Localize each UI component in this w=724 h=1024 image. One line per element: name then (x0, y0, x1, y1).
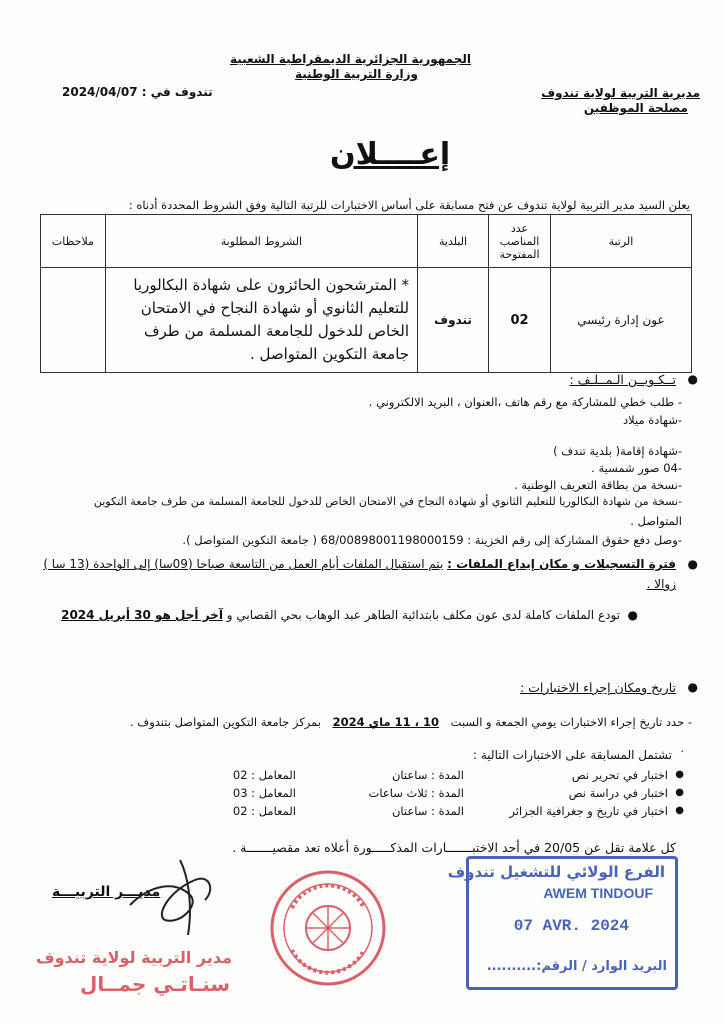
file-item: -وصل دفع حقوق المشاركة إلى رقم الخزينة : 68/00898001198000159 ( جامعة التكوين المتواصل ). (182, 533, 682, 547)
file-item: -نسخة من بطاقة التعريف الوطنية . (514, 478, 682, 492)
stamp-date: 07 AVR. 2024 (513, 917, 629, 935)
cell-notes (41, 268, 106, 373)
republic-heading: الجمهورية الجزائرية الديمقراطية الشعبية (229, 52, 471, 66)
cell-municipality: تندوف (418, 268, 489, 373)
table-row (41, 268, 692, 373)
exam-duration: المدة : ساعتان (391, 768, 464, 782)
header-conditions: الشروط المطلوبة (105, 215, 417, 268)
file-item: -شهادة ميلاد (622, 413, 682, 427)
bullet-icon: ● (687, 372, 698, 386)
bullet-icon: ● (675, 805, 684, 816)
exam-duration: المدة : ساعتان (391, 804, 464, 818)
small-bullet-icon: · (680, 745, 684, 758)
file-item: -شهادة إقامة( بلدية تندف ) (553, 444, 682, 458)
bullet-icon: ● (675, 769, 684, 780)
exam-coef: المعامل : 02 (232, 804, 296, 818)
file-item: -نسخة من شهادة البكالوريا للتعليم الثانوي أو شهادة النجاح في الامتحان الخاص للدخول للجامعة المسلمة من طرف جامعة التكوين (93, 495, 682, 508)
signature-title: مديـــر التربيـــة (52, 884, 161, 900)
elimination-text: كل علامة تقل عن 20/05 في أحد الاختبـــــــارات المذكـــــورة أعلاه تعد مقصيـــــــة . (232, 840, 676, 855)
header-positions: عدد المناصب المفتوحة (489, 215, 551, 268)
bullet-icon: ● (687, 680, 698, 694)
exam-name: اختبار في تاريخ و جغرافية الجزائر (509, 804, 668, 818)
signature-stamp-line1: مدير التربية لولاية تندوف (36, 948, 233, 967)
stamp-line1: الفرع الولائي للتشغيل تندوف (447, 863, 665, 881)
exam-coef: المعامل : 02 (232, 768, 296, 782)
positions-table (40, 214, 692, 373)
exam-date-line (130, 715, 692, 729)
registration-label: فترة التسجيلات و مكان إيداع الملفات : (447, 557, 676, 571)
stamp-line2: AWEM TINDOUF (543, 885, 653, 901)
file-item: -04 صور شمسية . (591, 461, 682, 475)
registration-text: يتم استقبال الملفات أيام العمل من التاسعة صباحا (09سا) إلى الواحدة (13 سا ) (43, 557, 444, 571)
header-notes: ملاحظات (41, 215, 106, 268)
exam-name: اختبار في دراسة نص (568, 786, 668, 800)
exam-name: اختبار في تحرير نص (571, 768, 668, 782)
cell-positions: 02 (489, 268, 551, 373)
service-heading: مصلحة الموظفين (583, 101, 688, 115)
cell-grade: عون إدارة رئيسي (550, 268, 691, 373)
bullet-icon: ● (675, 787, 684, 798)
ministry-heading: وزارة التربية الوطنية (294, 67, 418, 81)
deadline-text: آخر أجل هو 30 أبريل 2024 (61, 608, 223, 622)
header-municipality: البلدية (418, 215, 489, 268)
exams-heading: تشتمل المسابقة على الاختبارات التالية : (473, 748, 672, 762)
exam-duration: المدة : ثلاث ساعات (368, 786, 464, 800)
registration-line (43, 557, 676, 571)
reception-stamp (447, 856, 678, 990)
intro-text: يعلن السيد مدير التربية لولاية تندوف عن فتح مسابقة على أساس الاختبارات للرتبة التالية وفق الشروط المحددة أدناه : (128, 198, 690, 212)
deposit-text: تودع الملفات كاملة لدى عون مكلف بابتدائية الطاهر عبد الوهاب بحي القصابي و (226, 608, 620, 622)
header-grade: الرتبة (550, 215, 691, 268)
exam-date-text-a: - حدد تاريخ إجراء الاختبارات يومي الجمعة و السبت (450, 715, 692, 729)
exam-date-heading: تاريخ ومكان إجراء الاختبارات : (519, 680, 676, 695)
date-line: تندوف في : 2024/04/07 (62, 85, 213, 99)
registration-text-2: زوالا . (646, 577, 676, 591)
deposit-line (61, 608, 620, 622)
file-item: - طلب خطي للمشاركة مع رقم هاتف ،العنوان ، البريد الالكتروني . (368, 395, 682, 409)
exam-coef: المعامل : 03 (232, 786, 296, 800)
file-item: المتواصل . (630, 514, 682, 528)
table-header-row (41, 215, 692, 268)
bullet-icon: ● (687, 557, 698, 571)
exam-date-text-b: بمركز جامعة التكوين المتواصل بتندوف . (129, 715, 321, 729)
directorate-heading: مديرية التربية لولاية تندوف (541, 86, 700, 100)
stamp-footer: البريد الوارد / الرقم:.......... (486, 959, 667, 974)
file-heading: تــكـويــن الـمــلـف : (569, 372, 676, 387)
bullet-icon: ● (627, 608, 638, 622)
handwritten-signature-icon (120, 850, 230, 940)
signature-stamp-line2: سنـاتـي جمــال (80, 972, 231, 996)
cell-conditions: * المترشحون الحائزون على شهادة البكالوريا للتعليم الثانوي أو شهادة النجاح في الامتحان الخاص للدخول للجامعة المسلمة من طرف جامعة التكوين المتواصل . (105, 268, 417, 373)
exam-dates: 10 ، 11 ماي 2024 (332, 715, 440, 729)
page-title: إعــــلان (330, 137, 451, 172)
official-seal-icon (268, 868, 388, 988)
